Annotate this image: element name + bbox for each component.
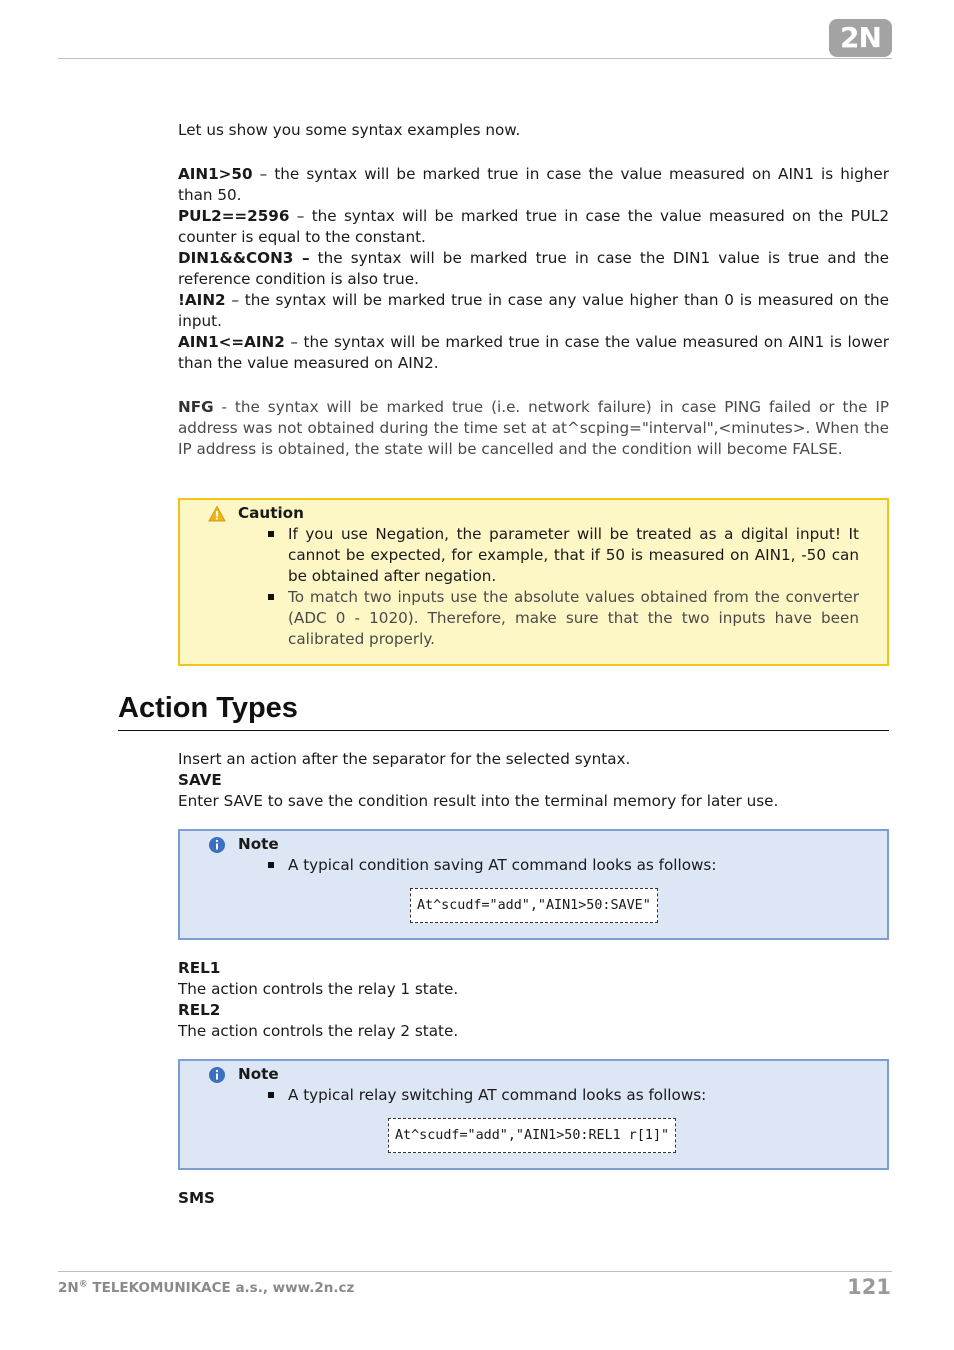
caution-list (266, 524, 859, 650)
code-snippet-save: At^scudf="add","AIN1>50:SAVE" (410, 888, 658, 923)
registered-mark: ® (78, 1279, 88, 1290)
section-intro: Insert an action after the separator for the selected syntax. (178, 750, 631, 768)
example-term: AIN1>50 (178, 165, 253, 183)
rel1-description: The action controls the relay 1 state. (178, 980, 459, 998)
save-description: Enter SAVE to save the condition result into the terminal memory for later use. (178, 792, 779, 810)
code-snippet-relay: At^scudf="add","AIN1>50:REL1 r[1]" (388, 1118, 676, 1153)
note-title: Note (238, 835, 279, 853)
header-divider (58, 58, 892, 59)
example-text: the syntax will be marked true in case the DIN1 value is true and the reference condition is also true. (178, 249, 890, 288)
rel2-description: The action controls the relay 2 state. (178, 1022, 459, 1040)
save-term (178, 770, 889, 791)
nfg-text: - the syntax will be marked true (i.e. network failure) in case PING failed or the IP address was not obtained during the time set at at^scping="interval",<minutes>. When the IP address is obtained, the state will be cancelled and the condition will become FALSE. (178, 398, 889, 458)
note-box-relay (178, 1059, 889, 1170)
note-box-save (178, 829, 889, 940)
note-item: A typical relay switching AT command looks as follows: (266, 1085, 859, 1106)
footer-divider (58, 1271, 892, 1272)
brand-logo: 2N (829, 19, 892, 57)
example-text: – the syntax will be marked true in case the value measured on AIN1 is higher than 50. (178, 165, 889, 204)
note-item: A typical condition saving AT command looks as follows: (266, 855, 859, 876)
footer-company-text: TELEKOMUNIKACE a.s., www.2n.cz (87, 1280, 355, 1296)
example-term: !AIN2 (178, 291, 226, 309)
caution-title: Caution (238, 504, 304, 522)
page-number: 121 (847, 1275, 891, 1299)
rel1-term (178, 958, 889, 979)
nfg-term: NFG (178, 398, 214, 416)
example-ain1-le-ain2 (178, 332, 889, 374)
section-title: Action Types (118, 692, 298, 724)
info-icon (208, 836, 226, 854)
caution-box (178, 498, 889, 666)
note-list (266, 855, 859, 876)
info-icon (208, 1066, 226, 1084)
example-ain1-gt-50 (178, 164, 889, 206)
save-label: SAVE (178, 771, 222, 789)
footer-brand: 2N (58, 1280, 79, 1296)
footer-company (58, 1278, 354, 1299)
example-not-ain2 (178, 290, 889, 332)
note-list (266, 1085, 859, 1106)
caution-item: To match two inputs use the absolute values obtained from the converter (ADC 0 - 1020). Therefore, make sure that the two inputs have been calibrated properly. (266, 587, 859, 650)
example-din1-and-con3 (178, 248, 889, 290)
example-term: DIN1&&CON3 – (178, 249, 310, 267)
nfg-paragraph (178, 397, 889, 460)
example-term: PUL2==2596 (178, 207, 290, 225)
warning-icon (208, 505, 226, 523)
example-text: – the syntax will be marked true in case the value measured on AIN1 is lower than the value measured on AIN2. (178, 333, 889, 372)
sms-label: SMS (178, 1189, 215, 1207)
example-text: – the syntax will be marked true in case any value higher than 0 is measured on the input. (178, 291, 889, 330)
sms-term (178, 1188, 889, 1209)
relay-actions (178, 958, 889, 1042)
example-text: – the syntax will be marked true in case the value measured on the PUL2 counter is equal to the constant. (178, 207, 889, 246)
action-types-intro (178, 749, 889, 812)
note-title: Note (238, 1065, 279, 1083)
example-pul2-eq (178, 206, 889, 248)
intro-text: Let us show you some syntax examples now. (178, 121, 521, 139)
section-title-underline (118, 730, 889, 731)
rel1-label: REL1 (178, 959, 221, 977)
syntax-examples (178, 164, 889, 374)
caution-item: If you use Negation, the parameter will be treated as a digital input! It cannot be expected, for example, that if 50 is measured on AIN1, -50 can be obtained after negation. (266, 524, 859, 587)
rel2-term (178, 1000, 889, 1021)
example-term: AIN1<=AIN2 (178, 333, 285, 351)
rel2-label: REL2 (178, 1001, 221, 1019)
